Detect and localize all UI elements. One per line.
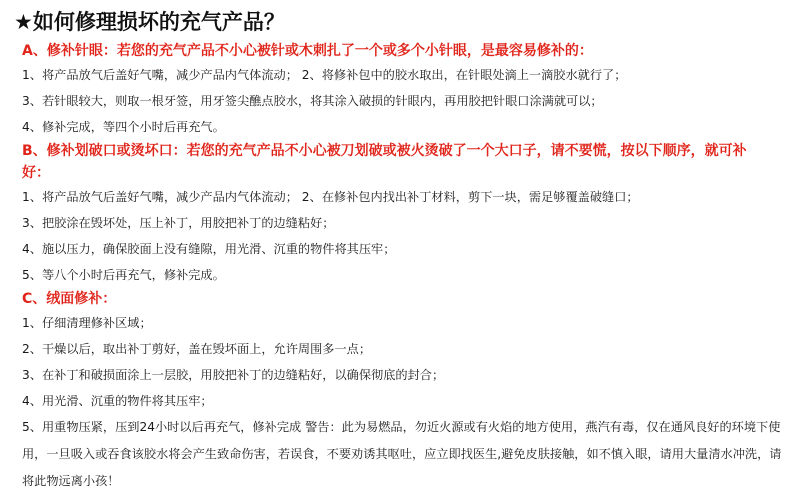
page-title: ★如何修理损坏的充气产品？ — [14, 10, 285, 34]
section-b-step-3: 3、把胶涂在毁坏处，压上补丁，用胶把补丁的边缝粘好； — [22, 216, 335, 230]
section-a-step-4: 4、修补完成，等四个小时后再充气。 — [22, 120, 225, 134]
section-c-step-2: 2、干燥以后，取出补丁剪好，盖在毁坏面上，允许周围多一点； — [22, 342, 372, 356]
section-b-step-1-2: 1、将产品放气后盖好气嘴，减少产品内气体流动； 2、在修补包内找出补丁材料，剪下一块，需足够覆盖破缝口； — [22, 190, 639, 204]
section-b-heading: B、修补划破口或烫坏口：若您的充气产品不小心被刀划破或被火烫破了一个大口子，请不要慌，按以下顺序，就可补好： — [22, 143, 747, 181]
section-b — [22, 140, 780, 288]
section-b-step-4: 4、施以压力，确保胶面上没有缝隙，用光滑、沉重的物件将其压牢； — [22, 242, 396, 256]
section-c — [22, 288, 780, 495]
section-a-step-3: 3、若针眼较大，则取一根牙签，用牙签尖醮点胶水，将其涂入破损的针眼内，再用胶把针眼口涂满就可以； — [22, 94, 603, 108]
section-b-step-5: 5、等八个小时后再充气，修补完成。 — [22, 268, 225, 282]
section-c-step-3: 3、在补丁和破损面涂上一层胶，用胶把补丁的边缝粘好，以确保彻底的封合； — [22, 368, 445, 382]
section-c-step-1: 1、仔细清理修补区域； — [22, 316, 152, 330]
section-c-step-5-warning: 5、用重物压紧，压到24小时以后再充气，修补完成 警告：此为易燃品，勿近火源或有火焰的地方使用，燕汽有毒，仅在通风良好的环境下使用，一旦吸入或吞食该胶水将会产生致命伤害，若误食，不要劝诱其呕吐，应立即找医生,避免皮肤接触，如不慎入眼，请用大量清水冲洗，请将此物远离小孩！ — [22, 420, 782, 488]
section-c-heading: C、绒面修补： — [22, 291, 117, 307]
section-a-step-1-2: 1、将产品放气后盖好气嘴，减少产品内气体流动； 2、将修补包中的胶水取出，在针眼处滴上一滴胶水就行了； — [22, 68, 627, 82]
section-a — [22, 40, 780, 140]
section-c-step-4: 4、用光滑、沉重的物件将其压牢； — [22, 394, 213, 408]
section-a-heading: A、修补针眼：若您的充气产品不小心被针或木刺扎了一个或多个小针眼，是最容易修补的： — [22, 43, 593, 59]
